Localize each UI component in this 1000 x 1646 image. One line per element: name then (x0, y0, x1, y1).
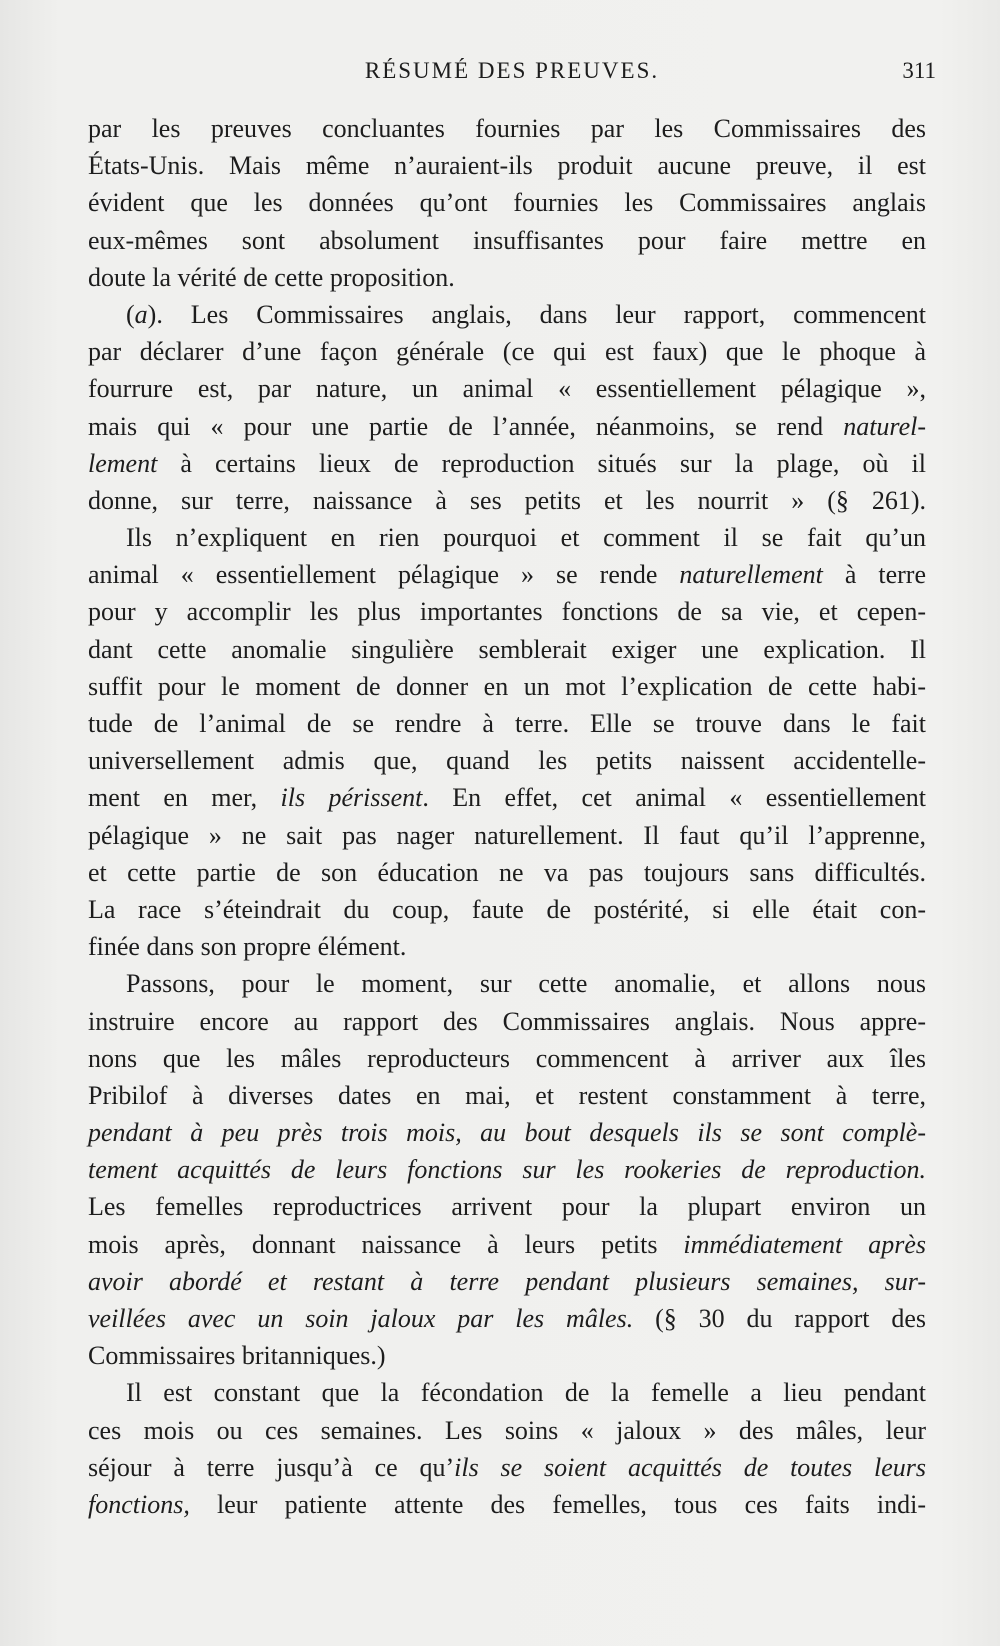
italic-text: lement (88, 448, 158, 478)
text-line (88, 1412, 926, 1449)
text-segment: fourrure est, par nature, un animal « essentiellement pélagique », (88, 374, 926, 404)
text-segment: à certains lieux de reproduction situés sur la plage, où il (157, 448, 926, 478)
text-segment: et cette partie de son éducation ne va pas toujours sans difficultés. (88, 857, 926, 887)
text-segment: doute la vérité de cette proposition. (88, 262, 455, 292)
text-segment: par les preuves concluantes fournies par les Commissaires des (88, 114, 926, 143)
running-title: RÉSUMÉ DES PREUVES. (364, 58, 660, 83)
text-segment: mois après, donnant naissance à leurs petits (88, 1229, 684, 1259)
text-line (88, 1374, 926, 1411)
italic-text: ils se soient acquittés de toutes leurs (454, 1452, 927, 1482)
body-text (88, 110, 926, 1523)
text-segment: finée dans son propre élément. (88, 932, 407, 962)
text-segment: leur patiente attente des femelles, tous ces faits indi- (189, 1489, 926, 1519)
text-line (88, 147, 926, 184)
text-segment: à terre (822, 560, 926, 590)
text-line (88, 1114, 926, 1151)
text-segment: ces mois ou ces semaines. Les soins « jaloux » des mâles, leur (88, 1415, 926, 1445)
text-segment: La race s’éteindrait du coup, faute de postérité, si elle était con- (88, 894, 926, 924)
text-segment: pour y accomplir les plus importantes fonctions de sa vie, et cepen- (88, 597, 926, 627)
italic-text: immédiatement après (683, 1229, 926, 1259)
text-line (88, 928, 926, 965)
italic-text: veillées avec un soin jaloux par les mâles. (88, 1304, 634, 1333)
italic-text: fonctions, (88, 1489, 190, 1519)
text-segment: donne, sur terre, naissance à ses petits et les nourrit » (§ 261). (88, 485, 926, 515)
text-line (88, 1151, 926, 1188)
text-line (88, 259, 926, 296)
text-segment: tude de l’animal de se rendre à terre. Elle se trouve dans le fait (88, 709, 926, 738)
text-segment: Ils n’expliquent en rien pourquoi et comment il se fait qu’un (126, 523, 926, 553)
text-line (88, 1300, 926, 1337)
text-line (88, 965, 926, 1002)
text-segment: Commissaires britanniques.) (88, 1341, 386, 1371)
text-line (88, 370, 926, 407)
text-line (88, 593, 926, 630)
text-segment: par déclarer d’une façon générale (ce qui est faux) que le phoque à (88, 337, 926, 367)
text-line (88, 779, 926, 816)
text-line (88, 1077, 926, 1114)
text-line (88, 1449, 926, 1486)
text-segment: ment en mer, (88, 783, 281, 813)
text-line (88, 1188, 926, 1225)
text-line (88, 222, 926, 259)
text-segment: ( (126, 299, 135, 329)
text-line (88, 445, 926, 482)
text-segment: Passons, pour le moment, sur cette anomalie, et allons nous (126, 969, 926, 999)
text-segment: (§ 30 du rapport des (633, 1304, 926, 1333)
running-head (88, 58, 936, 98)
text-segment: nons que les mâles reproducteurs commencent à arriver aux îles (88, 1043, 926, 1073)
text-segment: mais qui « pour une partie de l’année, néanmoins, se rend (88, 411, 844, 441)
text-line (88, 742, 926, 779)
italic-text: tement acquittés de leurs fonctions sur les rookeries de reproduction. (88, 1155, 926, 1185)
text-segment: . En effet, cet animal « essentiellement (422, 783, 926, 813)
text-line (88, 631, 926, 668)
text-line (88, 408, 926, 445)
text-line (88, 705, 926, 742)
text-segment: eux-mêmes sont absolument insuffisantes pour faire mettre en (88, 225, 926, 255)
italic-text: naturellement (679, 560, 823, 590)
text-line (88, 184, 926, 221)
text-segment: Pribilof à diverses dates en mai, et restent constamment à terre, (88, 1080, 926, 1110)
text-line (88, 296, 926, 333)
text-line (88, 854, 926, 891)
text-segment: universellement admis que, quand les petits naissent accidentelle- (88, 746, 926, 776)
page-number: 311 (902, 58, 936, 83)
text-segment: Les femelles reproductrices arrivent pour la plupart environ un (88, 1192, 926, 1222)
text-line (88, 1337, 926, 1374)
text-segment: dant cette anomalie singulière semblerait exiger une explication. Il (88, 634, 926, 664)
italic-text: naturel- (843, 411, 926, 441)
text-line (88, 1263, 926, 1300)
text-segment: animal « essentiellement pélagique » se rende (88, 560, 680, 590)
text-segment: évident que les données qu’ont fournies les Commissaires anglais (88, 188, 926, 218)
text-line (88, 668, 926, 705)
text-segment: instruire encore au rapport des Commissaires anglais. Nous appre- (88, 1006, 926, 1036)
text-line (88, 1226, 926, 1263)
text-line (88, 519, 926, 556)
italic-text: pendant à peu près trois mois, au bout desquels ils se sont complè- (88, 1118, 926, 1148)
text-segment: séjour à terre jusqu’à ce qu’ (88, 1452, 455, 1482)
text-line (88, 556, 926, 593)
italic-text: ils périssent (280, 783, 423, 813)
text-segment: États-Unis. Mais même n’auraient-ils produit aucune preuve, il est (88, 151, 926, 181)
text-line (88, 482, 926, 519)
text-line (88, 333, 926, 370)
text-segment: pélagique » ne sait pas nager naturellement. Il faut qu’il l’apprenne, (88, 820, 926, 850)
text-segment: suffit pour le moment de donner en un mot l’explication de cette habi- (88, 671, 926, 701)
text-line (88, 1040, 926, 1077)
text-line (88, 817, 926, 854)
text-segment: Il est constant que la fécondation de la femelle a lieu pendant (126, 1378, 926, 1408)
text-segment: ). Les Commissaires anglais, dans leur rapport, commencent (147, 299, 926, 329)
text-line (88, 891, 926, 928)
text-line (88, 1486, 926, 1523)
text-line (88, 110, 926, 147)
text-line (88, 1003, 926, 1040)
italic-text: avoir abordé et restant à terre pendant plusieurs semaines, sur- (88, 1266, 926, 1296)
italic-text: a (134, 299, 148, 329)
